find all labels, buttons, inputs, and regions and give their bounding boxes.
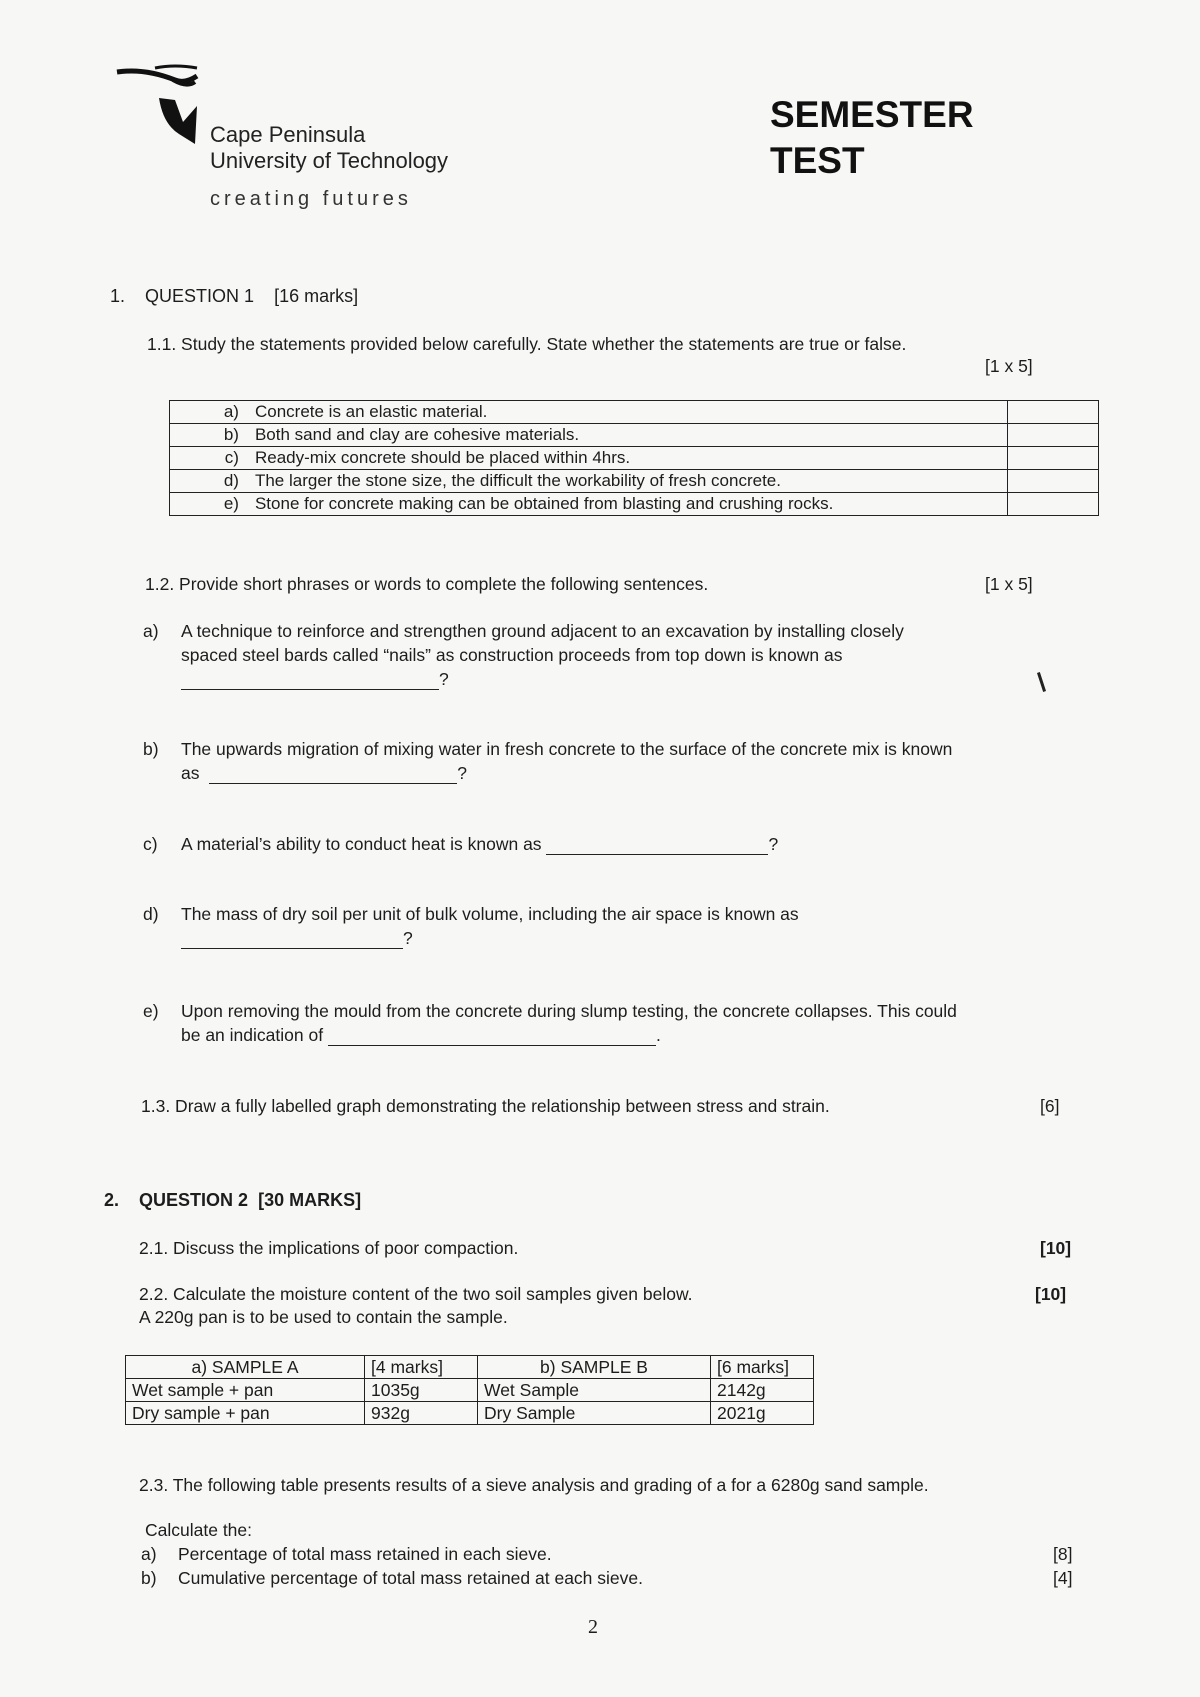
section-1-2-marks: [1 x 5]	[985, 574, 1033, 594]
statement-row	[170, 401, 1099, 424]
section-2-3-text: 2.3. The following table presents results of a sieve analysis and grading of a for a 6280g sand sample.	[139, 1475, 929, 1495]
statement-text: Both sand and clay are cohesive materials.	[249, 424, 1007, 447]
cput-logo-icon	[115, 62, 215, 152]
item-e-label: e)	[143, 1001, 159, 1021]
item-a-answer-line: ?	[181, 668, 449, 690]
calc-b-marks: [4]	[1053, 1568, 1073, 1588]
statement-text: Ready-mix concrete should be placed within 4hrs.	[249, 447, 1007, 470]
calc-b-label: b)	[141, 1568, 157, 1588]
sample-header-cell: [4 marks]	[365, 1356, 478, 1379]
statement-row	[170, 424, 1099, 447]
logo-line-1: Cape Peninsula	[210, 122, 366, 147]
statement-label: a)	[170, 401, 249, 424]
sample-row	[126, 1402, 814, 1425]
section-2-2-text-2: A 220g pan is to be used to contain the sample.	[139, 1307, 508, 1327]
calc-a-text: Percentage of total mass retained in each sieve.	[178, 1544, 552, 1564]
sample-header-cell: b) SAMPLE B	[478, 1356, 711, 1379]
answer-cell[interactable]	[1007, 493, 1098, 516]
answer-blank[interactable]	[546, 836, 768, 855]
item-a-label: a)	[143, 621, 159, 641]
section-1-3-text: 1.3. Draw a fully labelled graph demonstrating the relationship between stress and strain.	[141, 1096, 830, 1116]
page-title-line-2: TEST	[770, 140, 865, 181]
sample-cell: Dry Sample	[478, 1402, 711, 1425]
item-b-answer-line: as ?	[181, 763, 467, 783]
section-1-2-text: 1.2. Provide short phrases or words to complete the following sentences.	[145, 574, 709, 594]
sample-cell: 2021g	[711, 1402, 814, 1425]
answer-cell[interactable]	[1007, 401, 1098, 424]
section-2-1-text: 2.1. Discuss the implications of poor compaction.	[139, 1238, 519, 1258]
statement-row	[170, 447, 1099, 470]
statement-text: The larger the stone size, the difficult the workability of fresh concrete.	[249, 470, 1007, 493]
answer-cell[interactable]	[1007, 470, 1098, 493]
sample-cell: 1035g	[365, 1379, 478, 1402]
item-c-line: A material’s ability to conduct heat is known as ?	[181, 834, 779, 854]
sample-cell: Wet Sample	[478, 1379, 711, 1402]
item-b-line-1: The upwards migration of mixing water in fresh concrete to the surface of the concrete mix is known	[181, 739, 953, 759]
statement-row	[170, 493, 1099, 516]
page-title-line-1: SEMESTER	[770, 94, 974, 135]
answer-cell[interactable]	[1007, 447, 1098, 470]
sample-header-cell: [6 marks]	[711, 1356, 814, 1379]
answer-blank[interactable]	[328, 1027, 656, 1046]
item-b-label: b)	[143, 739, 159, 759]
section-2-1-marks: [10]	[1040, 1238, 1072, 1258]
true-false-table	[169, 400, 1099, 516]
calc-a-label: a)	[141, 1544, 157, 1564]
item-e-answer-line: be an indication of .	[181, 1025, 661, 1045]
sample-table-header	[126, 1356, 814, 1379]
sample-header-cell: a) SAMPLE A	[126, 1356, 365, 1379]
section-1-3-marks: [6]	[1040, 1096, 1060, 1116]
question-number: 2.	[104, 1190, 120, 1210]
answer-blank[interactable]	[209, 765, 457, 784]
item-a-line-2: spaced steel bards called “nails” as construction proceeds from top down is known as	[181, 645, 843, 665]
statement-label: d)	[170, 470, 249, 493]
answer-blank[interactable]	[181, 930, 403, 949]
answer-blank[interactable]	[181, 671, 439, 690]
sample-table	[125, 1355, 814, 1425]
statement-label: e)	[170, 493, 249, 516]
sample-cell: 932g	[365, 1402, 478, 1425]
item-d-answer-line: ?	[181, 927, 413, 949]
statement-label: b)	[170, 424, 249, 447]
question-marks: [16 marks]	[274, 286, 359, 306]
question-title: QUESTION 2	[139, 1190, 249, 1210]
item-d-line-1: The mass of dry soil per unit of bulk volume, including the air space is known as	[181, 904, 799, 924]
section-1-1-marks: [1 x 5]	[985, 356, 1033, 376]
item-e-line-1: Upon removing the mould from the concrete during slump testing, the concrete collapses. This could	[181, 1001, 957, 1021]
calc-a-marks: [8]	[1053, 1544, 1073, 1564]
calc-intro: Calculate the:	[145, 1520, 253, 1540]
question-number: 1.	[110, 286, 126, 306]
statement-text: Concrete is an elastic material.	[249, 401, 1007, 424]
page-number: 2	[588, 1616, 598, 1638]
section-2-2-text: 2.2. Calculate the moisture content of the two soil samples given below.	[139, 1284, 693, 1304]
statement-row	[170, 470, 1099, 493]
statement-text: Stone for concrete making can be obtained from blasting and crushing rocks.	[249, 493, 1007, 516]
pen-mark	[1037, 672, 1046, 692]
item-c-label: c)	[143, 834, 158, 854]
item-a-line-1: A technique to reinforce and strengthen ground adjacent to an excavation by installing closely	[181, 621, 904, 641]
sample-cell: Dry sample + pan	[126, 1402, 365, 1425]
question-1-heading	[110, 286, 358, 307]
question-marks: [30 MARKS]	[258, 1190, 362, 1210]
question-title: QUESTION 1	[145, 286, 255, 306]
section-1-1-text: 1.1. Study the statements provided below carefully. State whether the statements are true or false.	[147, 334, 907, 354]
statement-label: c)	[170, 447, 249, 470]
sample-cell: Wet sample + pan	[126, 1379, 365, 1402]
question-2-heading	[104, 1190, 361, 1211]
item-d-label: d)	[143, 904, 159, 924]
answer-cell[interactable]	[1007, 424, 1098, 447]
sample-cell: 2142g	[711, 1379, 814, 1402]
calc-b-text: Cumulative percentage of total mass retained at each sieve.	[178, 1568, 643, 1588]
logo-line-2: University of Technology	[210, 148, 449, 173]
logo-tagline: creating futures	[210, 188, 412, 210]
section-2-2-marks: [10]	[1035, 1284, 1067, 1304]
sample-row	[126, 1379, 814, 1402]
